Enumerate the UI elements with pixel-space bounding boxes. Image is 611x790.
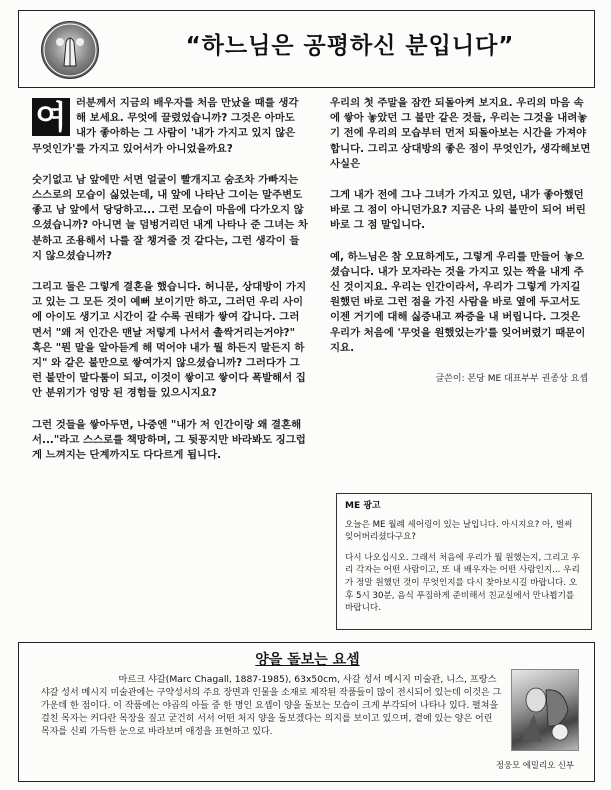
article-left-column <box>32 96 308 479</box>
article-paragraph: 그리고 둘은 그렇게 결혼을 했습니다. 허니문, 상대방이 가지고 있는 그 모든 것이 예뻐 보이기만 하고, 그러던 우리 사이에 아이도 생기고 시간이 갈 수록 권태가 쌓여 갑니다. 그러면서 "왜 저 인간은 맨날 저렇게 나서서 촐싹거리는거야?" 혹은 "뭔 말을 알아듣게 해 먹어야 내가 뭘 하든지 말든지 하지" 와 같은 불만으로 쌓여가지 않으셨습니까? 그러다가 그런 불만이 말다툼이 되고, 이것이 쌓이고 쌓이다 폭발해서 집안 분위기가 엉망 된 경험들 있으시지요? <box>32 281 307 400</box>
art-credit: 정웅모 에밀리오 신부 <box>495 760 574 770</box>
article-paragraph: 숫기없고 남 앞에만 서면 얼굴이 빨개지고 숨조차 가빠지는 스스로의 모습이 싫었는데, 내 앞에 나타난 그이는 말주변도 좋고 남 앞에서 당당하고... 그런 모습이 마음에 다가오지 않으셨습니까? 아니면 늘 덤벙거리던 내게 나타나 준 그녀는 차분하고 조용해서 나를 잘 챙겨줄 것 같다는, 그런 생각이 들지 않으셨습니까? <box>32 173 308 262</box>
ad-paragraph: 다시 나오십시오. 그래서 처음에 우리가 뭘 원했는지, 그리고 우리 각자는 어떤 사람이고, 또 내 배우자는 어떤 사람인지... 우리가 정말 원했던 것이 무엇인지를 다시 찾아보시길 바랍니다. 오후 5시 30분, 음식 푸짐하게 준비해서 친교실에서 만나뵙기를 바랍니다. <box>345 552 580 614</box>
article-paragraph: 우리의 첫 주말을 잠깐 되돌아켜 보지요. 우리의 마음 속에 쌓아 놓았던 그 불만 같은 것들, 우리는 그것을 내려놓기 전에 우리의 모습부터 먼저 되돌아보는 시간을 가져야 합니다. 그리고 상대방의 좋은 점이 무엇인가, 생각해보면 사실은 <box>330 97 591 170</box>
article-paragraph <box>32 96 308 157</box>
chagall-painting-thumbnail <box>511 669 579 751</box>
article-paragraph-text: 러분께서 지금의 배우자를 처음 만났을 때를 생각해 보세요. 무엇에 끌렸었습니까? 그것은 아마도 내가 좋아하는 그 사람이 '내가 가지고 있지 않은 무엇인가'를 가지고 있어서가 아니었을까요? <box>32 97 299 155</box>
article-byline: 글쓴이: 본당 ME 대표부부 권종상 요셉 <box>435 374 588 385</box>
art-feature-box <box>18 642 595 782</box>
art-caption: 마르크 샤갈(Marc Chagall, 1887-1985), 63x50cm, 사갈 성서 메시지 미술관, 니스, 프랑스 <box>118 674 497 685</box>
article-right-column <box>330 96 592 387</box>
me-ad-box <box>336 493 592 630</box>
ad-title: ME 광고 <box>345 501 381 511</box>
bulletin-page <box>18 10 595 782</box>
drop-cap: 여 <box>32 98 70 136</box>
article-paragraph: 그런 것들을 쌓아두면, 나중엔 "내가 저 인간이랑 왜 결혼해서..."라고 스스로를 책망하며, 그 뒷꽁지만 바라봐도 징그럽게 느껴지는 단계까지도 다다르게 됩니다. <box>32 418 306 462</box>
art-description: 샤갈 성서 메시지 미술관에는 구약성서의 주요 장면과 인물을 소재로 제작된 작품들이 많이 전시되어 있는데 이것은 그 가운데 한 점이다. 이 작품에는 야곱의 아들 중 한 명인 요셉이 양을 돌보는 모습이 크게 부각되어 나타나 있다. 펼쳐을 걸친 목자는 커다란 목장을 짚고 굳건히 서서 어떤 처지 양을 돌보겠다는 의지를 보이고 있으며, 곁에 있는 양은 어린 목자를 신뢰 가득한 눈으로 바라보며 애정을 표현하고 있다. <box>41 688 502 737</box>
article-paragraph: 그게 내가 전에 그나 그녀가 가지고 있던, 내가 좋아했던 바로 그 점이 아니던가요? 지금은 나의 불만이 되어 버린 바로 그 점 말입니다. <box>330 189 586 232</box>
article-paragraph: 예, 하느님은 참 오묘하게도, 그렇게 우리를 만들어 놓으셨습니다. 내가 모자라는 것을 가지고 있는 짝을 내게 주신 것이지요. 우리는 인간이라서, 우리가 그렇게 가지길 원했던 바로 그런 점을 가진 사람을 바로 옆에 두고서도 이젠 거기에 대해 싫증내고 짜증을 내 버립니다. 그것은 우리가 처음에 '무엇을 원했었는가'를 잊어버렸기 때문이지요. <box>330 250 586 354</box>
bulletin-header <box>18 10 595 88</box>
praying-hands-seal-icon <box>41 21 99 79</box>
page-title: “하느님은 공평하신 분입니다” <box>185 33 515 59</box>
art-heading: 양을 돌보는 요셉 <box>255 652 360 668</box>
ad-paragraph: 오늘은 ME 월례 세어링이 있는 날입니다. 아시지요? 아, 벌써 잊어버리셨다구요? <box>345 519 573 543</box>
